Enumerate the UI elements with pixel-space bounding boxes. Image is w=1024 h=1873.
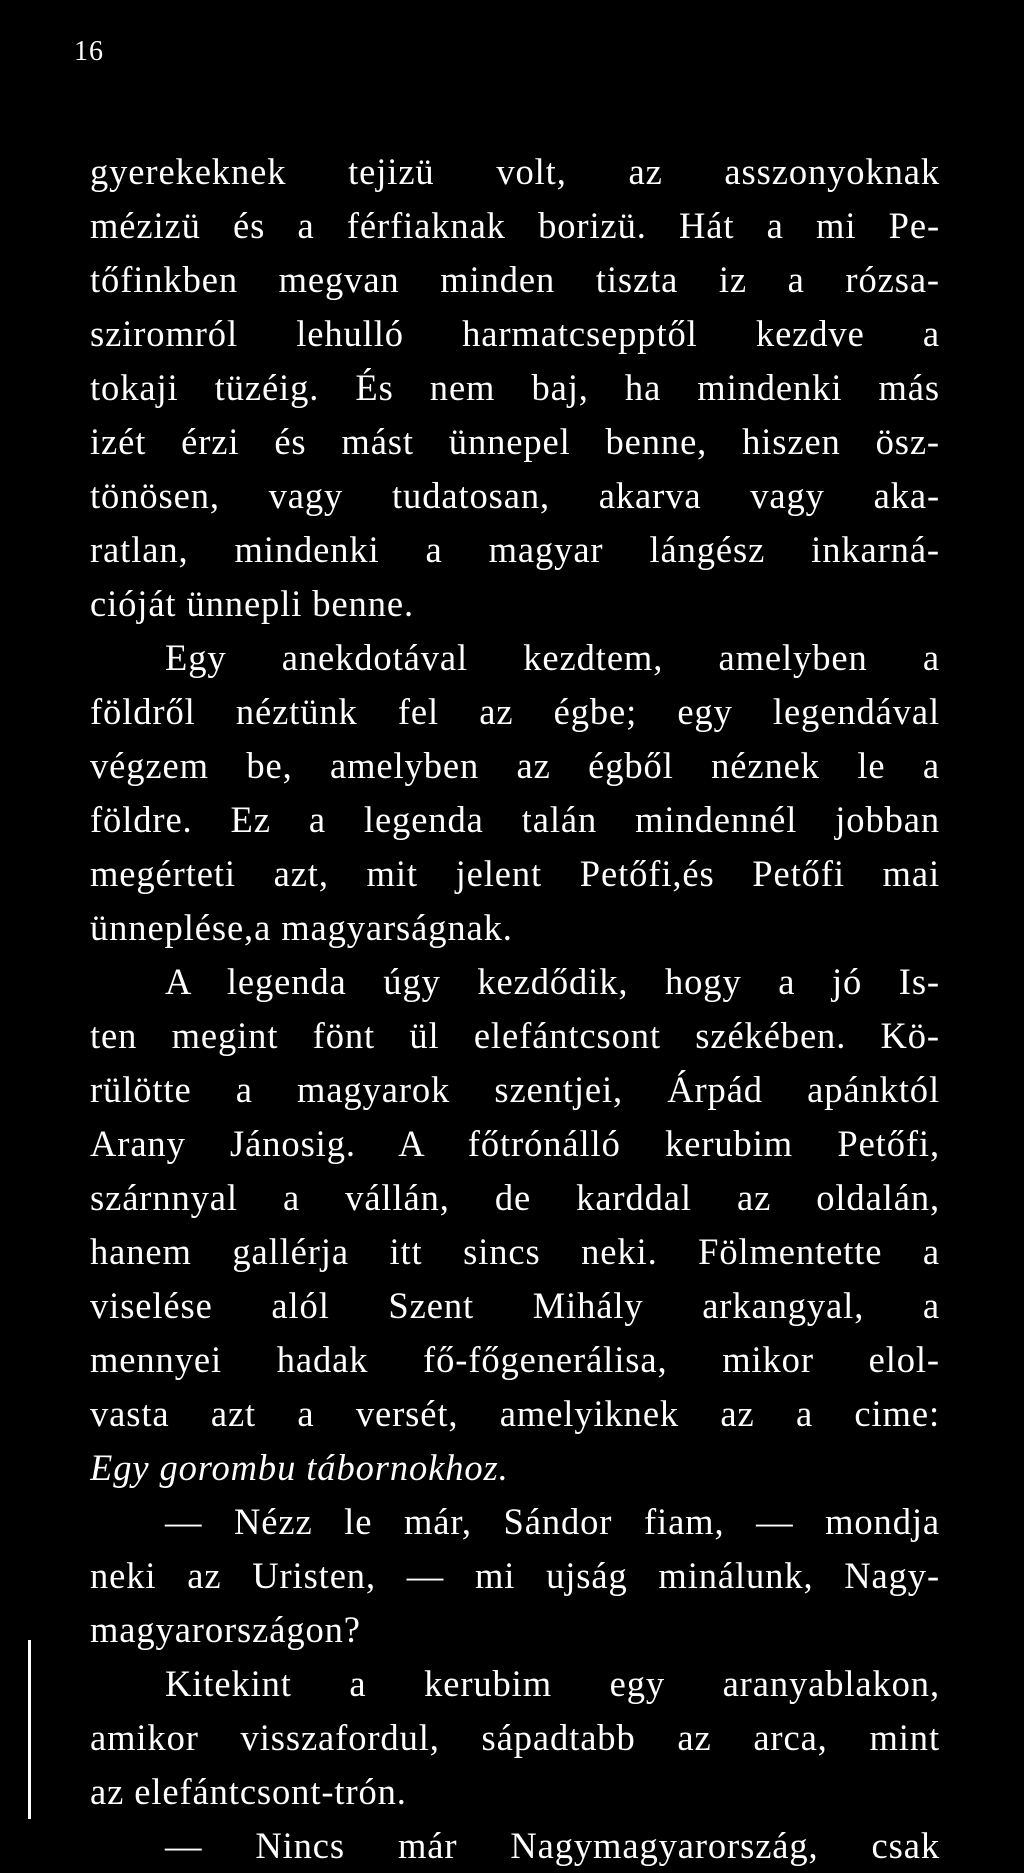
- text-line: földről néztünk fel az égbe; egy legendával: [90, 691, 940, 732]
- text-line: megérteti azt, mit jelent Petőfi,és Petőfi mai: [90, 853, 940, 894]
- text-line: izét érzi és mást ünnepel benne, hiszen ösz-: [90, 421, 940, 462]
- text-line: Kitekint a kerubim egy aranyablakon,: [165, 1663, 940, 1704]
- text-line: amikor visszafordul, sápadtabb az arca, mint: [90, 1717, 940, 1758]
- body-text: [90, 145, 940, 1873]
- text-line: ten megint fönt ül elefántcsont székében. Kö-: [90, 1015, 940, 1056]
- text-line: vasta azt a versét, amelyiknek az a cime:: [90, 1393, 940, 1434]
- text-line: mézizü és a férfiaknak borizü. Hát a mi Pe-: [90, 205, 940, 246]
- text-line: rülötte a magyarok szentjei, Árpád apánktól: [90, 1069, 940, 1110]
- text-line: földre. Ez a legenda talán mindennél jobban: [90, 799, 940, 840]
- text-line: magyarországon?: [90, 1609, 361, 1650]
- text-line: szárnnyal a vállán, de karddal az oldalán,: [90, 1177, 940, 1218]
- text-line: sziromról lehulló harmatcsepptől kezdve a: [90, 313, 940, 354]
- text-line: gyerekeknek tejizü volt, az asszonyoknak: [90, 151, 940, 192]
- page-number: 16: [74, 36, 104, 67]
- text-line: ünneplése,a magyarságnak.: [90, 907, 513, 948]
- text-line: az elefántcsont-trón.: [90, 1771, 407, 1812]
- text-line: A legenda úgy kezdődik, hogy a jó Is-: [165, 961, 940, 1002]
- text-line: ratlan, mindenki a magyar lángész inkarná-: [90, 529, 940, 570]
- text-line: tönösen, vagy tudatosan, akarva vagy aka-: [90, 475, 940, 516]
- text-line: — Nincs már Nagymagyarország, csak: [165, 1825, 940, 1866]
- text-line: neki az Uristen, — mi ujság minálunk, Nagy-: [90, 1555, 940, 1596]
- text-line: tokaji tüzéig. És nem baj, ha mindenki más: [90, 367, 940, 408]
- text-line: Arany Jánosig. A főtrónálló kerubim Petőfi,: [90, 1123, 940, 1164]
- text-line: Egy gorombu tábornokhoz.: [90, 1447, 509, 1488]
- text-line: — Nézz le már, Sándor fiam, — mondja: [165, 1501, 940, 1542]
- text-line: végzem be, amelyben az égből néznek le a: [90, 745, 940, 786]
- text-line: cióját ünnepli benne.: [90, 583, 414, 624]
- text-line: tőfinkben megvan minden tiszta iz a rózsa-: [90, 259, 940, 300]
- text-line: hanem gallérja itt sincs neki. Fölmentette a: [90, 1231, 940, 1272]
- text-line: viselése alól Szent Mihály arkangyal, a: [90, 1285, 940, 1326]
- text-line: mennyei hadak fő-főgenerálisa, mikor elol-: [90, 1339, 940, 1380]
- text-line: Egy anekdotával kezdtem, amelyben a: [165, 637, 940, 678]
- margin-rule: [28, 1640, 31, 1819]
